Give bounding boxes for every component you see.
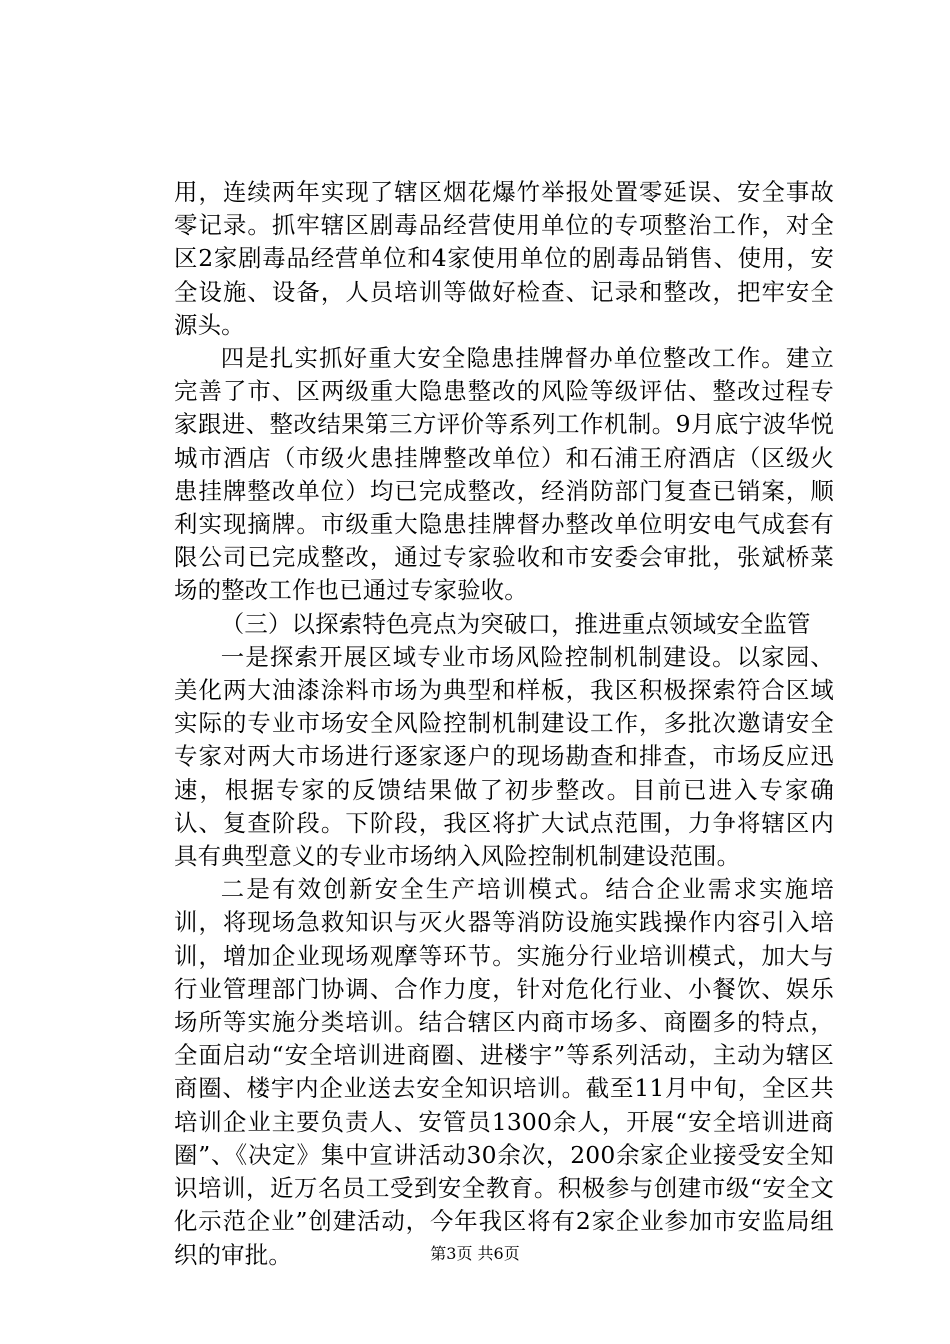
paragraph-hazard-rectification: 四是扎实抓好重大安全隐患挂牌督办单位整改工作。建立完善了市、区两级重大隐患整改的风险等级评估、整改过程专家跟进、整改结果第三方评价等系列工作机制。9月底宁波华悦城市酒店（市级火患挂牌整改单位）和石浦王府酒店（区级火患挂牌整改单位）均已完成整改，经消防部门复查已销案，顺利实现摘牌。市级重大隐患挂牌督办整改单位明安电气成套有限公司已完成整改，通过专家验收和市安委会审批，张斌桥菜场的整改工作也已通过专家验收。 bbox=[174, 344, 834, 605]
page-footer: 第3页 共6页 bbox=[430, 1244, 520, 1263]
paragraph-training-model: 二是有效创新安全生产培训模式。结合企业需求实施培训，将现场急救知识与灭火器等消防设施实践操作内容引入培训，增加企业现场观摩等环节。实施分行业培训模式，加大与行业管理部门协调、合作力度，针对危化行业、小餐饮、娱乐场所等实施分类培训。结合辖区内商市场多、商圈多的特点，全面启动“安全培训进商圈、进楼宇”等系列活动，主动为辖区商圈、楼宇内企业送去安全知识培训。截至11月中旬，全区共培训企业主要负责人、安管员1300余人，开展“安全培训进商圈”、《决定》集中宣讲活动30余次，200余家企业接受安全知识培训，近万名员工受到安全教育。积极参与创建市级“安全文化示范企业”创建活动，今年我区将有2家企业参加市安监局组织的审批。 bbox=[174, 875, 834, 1269]
paragraph-continuation: 用，连续两年实现了辖区烟花爆竹举报处置零延误、安全事故零记录。抓牢辖区剧毒品经营使用单位的专项整治工作，对全区2家剧毒品经营单位和4家使用单位的剧毒品销售、使用，安全设施、设备，人员培训等做好检查、记录和整改，把牢安全源头。 bbox=[174, 178, 834, 339]
section-heading-3: （三）以探索特色亮点为突破口，推进重点领域安全监管 bbox=[220, 609, 811, 638]
document-body bbox=[174, 176, 834, 1272]
paragraph-market-risk-control: 一是探索开展区域专业市场风险控制机制建设。以家园、美化两大油漆涂料市场为典型和样板，我区积极探索符合区域实际的专业市场安全风险控制机制建设工作，多批次邀请安全专家对两大市场进行逐家逐户的现场勘查和排查，市场反应迅速，根据专家的反馈结果做了初步整改。目前已进入专家确认、复查阶段。下阶段，我区将扩大试点范围，力争将辖区内具有典型意义的专业市场纳入风险控制机制建设范围。 bbox=[174, 642, 834, 871]
